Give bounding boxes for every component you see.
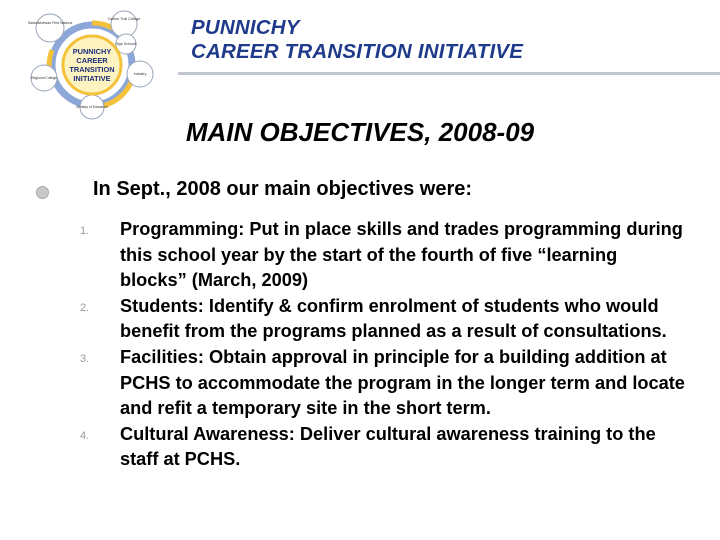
partner-label: Industry bbox=[133, 72, 147, 76]
bullet-dot-icon bbox=[36, 186, 49, 199]
brand-line-2: CAREER TRANSITION INITIATIVE bbox=[191, 40, 524, 63]
page-title: MAIN OBJECTIVES, 2008-09 bbox=[185, 117, 535, 147]
partner-label: Saskatchewan First Nations bbox=[28, 21, 73, 25]
item-number: 2. bbox=[80, 301, 90, 314]
objectives-list bbox=[72, 217, 687, 473]
list-item bbox=[72, 294, 687, 345]
list-item bbox=[72, 217, 687, 294]
item-text: Cultural Awareness: Deliver cultural awareness training to the staff at PCHS. bbox=[120, 423, 656, 470]
partner-label: Regional College bbox=[31, 76, 57, 80]
logo-line: PUNNICHY bbox=[72, 47, 112, 56]
brand-header bbox=[191, 16, 523, 64]
partner-label: Carlton Trail College bbox=[107, 17, 141, 21]
item-text: Students: Identify & confirm enrolment of students who would benefit from the programs planned as a result of consultations. bbox=[120, 295, 667, 342]
item-number: 1. bbox=[80, 225, 90, 237]
item-number: 4. bbox=[80, 429, 90, 442]
partner-label: High Schools bbox=[115, 42, 137, 46]
header-divider bbox=[178, 72, 720, 75]
logo-line: TRANSITION bbox=[69, 65, 115, 74]
item-text: Facilities: Obtain approval in principle for a building addition at PCHS to accommodate the program in the longer term and locate and refit a temporary site in the short term. bbox=[120, 346, 685, 419]
list-item bbox=[72, 422, 687, 473]
partner-circle-college bbox=[111, 11, 137, 37]
intro-text: In Sept., 2008 our main objectives were: bbox=[93, 178, 473, 200]
item-number: 3. bbox=[80, 352, 90, 365]
logo-line: CAREER bbox=[76, 56, 108, 65]
initiative-logo bbox=[28, 10, 156, 120]
brand-line-1: PUNNICHY bbox=[191, 16, 300, 39]
list-item bbox=[72, 345, 687, 422]
partner-label: Ministry of Education bbox=[76, 105, 108, 109]
item-text: Programming: Put in place skills and trades programming during this school year by the start of the fourth of five “learning blocks” (March, 2009) bbox=[120, 219, 683, 291]
logo-line: INITIATIVE bbox=[73, 74, 111, 83]
partner-circle-first-nations bbox=[36, 14, 64, 42]
